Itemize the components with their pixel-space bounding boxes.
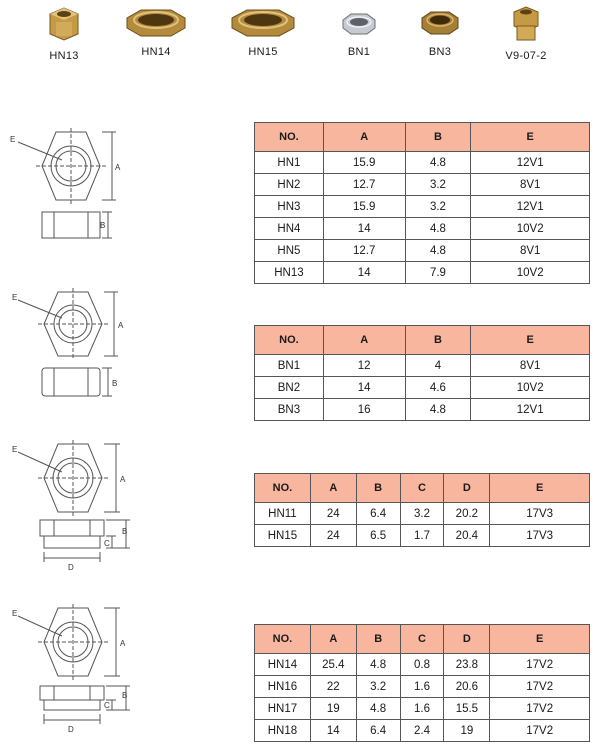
cell-b: 4 [405, 355, 471, 377]
cell-no: HN3 [255, 196, 324, 218]
dim-label-e: E [12, 293, 18, 302]
cell-e: 8V1 [471, 174, 590, 196]
header-d: D [444, 474, 490, 503]
header-no: NO. [255, 625, 311, 654]
cell-no: HN17 [255, 698, 311, 720]
dim-label-e: E [10, 135, 16, 144]
dim-label-a: A [120, 639, 126, 648]
cell-e: 8V1 [471, 355, 590, 377]
table-row [255, 174, 590, 196]
product-hn14 [106, 4, 206, 58]
product-bn3 [390, 4, 490, 58]
cell-e: 17V2 [490, 654, 590, 676]
cell-no: HN14 [255, 654, 311, 676]
product-label: V9-07-2 [505, 50, 547, 62]
spec-table-hn11-hn15 [254, 473, 590, 547]
cell-a: 24 [310, 503, 356, 525]
cell-b: 4.8 [356, 698, 400, 720]
table-row [255, 218, 590, 240]
table-row [255, 196, 590, 218]
dim-label-a: A [115, 163, 121, 172]
table-row [255, 240, 590, 262]
header-b: B [356, 625, 400, 654]
brass-flanged-nut-icon [506, 4, 546, 44]
cell-b: 4.6 [405, 377, 471, 399]
cell-e: 10V2 [471, 262, 590, 284]
cell-a: 12.7 [323, 240, 405, 262]
table-header [255, 326, 590, 355]
header-c: C [400, 625, 444, 654]
table-header [255, 625, 590, 654]
table-header [255, 123, 590, 152]
header-no: NO. [255, 123, 324, 152]
table-row [255, 720, 590, 742]
header-b: B [405, 326, 471, 355]
product-label: HN13 [49, 50, 79, 62]
cell-a: 22 [310, 676, 356, 698]
cell-d: 20.6 [444, 676, 490, 698]
dim-label-b: B [100, 221, 106, 230]
header-e: E [490, 474, 590, 503]
cell-b: 4.8 [405, 218, 471, 240]
header-a: A [310, 474, 356, 503]
dim-label-a: A [118, 321, 124, 330]
spec-table-hn [254, 122, 590, 284]
cell-d: 15.5 [444, 698, 490, 720]
header-e: E [471, 123, 590, 152]
technical-drawing-1 [4, 126, 134, 246]
header-a: A [323, 326, 405, 355]
table-row [255, 676, 590, 698]
cell-b: 4.8 [405, 240, 471, 262]
cell-e: 17V3 [490, 525, 590, 547]
cell-e: 10V2 [471, 218, 590, 240]
table-row [255, 503, 590, 525]
cell-e: 17V2 [490, 698, 590, 720]
cell-b: 4.8 [356, 654, 400, 676]
table-row [255, 152, 590, 174]
cell-b: 3.2 [405, 174, 471, 196]
dim-label-d: D [68, 563, 74, 572]
brass-wide-thin-nut-icon [123, 4, 189, 40]
cell-d: 23.8 [444, 654, 490, 676]
cell-e: 17V2 [490, 676, 590, 698]
technical-drawing-2 [4, 286, 134, 402]
dim-label-d: D [68, 725, 74, 734]
cell-no: BN2 [255, 377, 324, 399]
header-e: E [471, 326, 590, 355]
cell-d: 19 [444, 720, 490, 742]
spec-table-bn [254, 325, 590, 421]
cell-e: 12V1 [471, 152, 590, 174]
table-row [255, 654, 590, 676]
cell-e: 12V1 [471, 399, 590, 421]
cell-b: 3.2 [356, 676, 400, 698]
table-row [255, 355, 590, 377]
cell-a: 14 [310, 720, 356, 742]
product-label: BN1 [347, 46, 371, 58]
hex-nut-flange-drawing-icon [4, 598, 138, 738]
product-v9-07-2 [476, 4, 576, 62]
cell-a: 24 [310, 525, 356, 547]
cell-e: 10V2 [471, 377, 590, 399]
cell-no: HN4 [255, 218, 324, 240]
dim-label-b: B [112, 379, 118, 388]
cell-b: 6.4 [356, 720, 400, 742]
cell-c: 1.7 [400, 525, 444, 547]
cell-no: HN2 [255, 174, 324, 196]
table-row [255, 377, 590, 399]
cell-e: 12V1 [471, 196, 590, 218]
cell-e: 8V1 [471, 240, 590, 262]
header-c: C [400, 474, 444, 503]
cell-b: 6.4 [356, 503, 400, 525]
header-no: NO. [255, 474, 311, 503]
header-no: NO. [255, 326, 324, 355]
brass-wide-thin-nut-icon [228, 4, 298, 40]
product-hn15 [213, 4, 313, 58]
brass-tall-hex-nut-icon [44, 4, 84, 44]
technical-drawing-3 [4, 438, 138, 574]
product-hn13 [14, 4, 114, 62]
cell-no: HN18 [255, 720, 311, 742]
cell-c: 0.8 [400, 654, 444, 676]
cell-b: 4.8 [405, 399, 471, 421]
table-row [255, 399, 590, 421]
header-a: A [310, 625, 356, 654]
cell-no: HN5 [255, 240, 324, 262]
hex-nut-drawing-icon [4, 286, 134, 402]
dim-label-e: E [12, 445, 18, 454]
cell-a: 12 [323, 355, 405, 377]
dim-label-b: B [122, 527, 128, 536]
table-row [255, 698, 590, 720]
brass-small-thin-nut-icon [418, 4, 462, 40]
cell-e: 17V3 [490, 503, 590, 525]
dim-label-b: B [122, 691, 128, 700]
product-row [0, 0, 600, 80]
cell-no: HN13 [255, 262, 324, 284]
cell-b: 7.9 [405, 262, 471, 284]
product-label: BN3 [428, 46, 452, 58]
cell-no: HN11 [255, 503, 311, 525]
cell-a: 15.9 [323, 152, 405, 174]
cell-no: HN16 [255, 676, 311, 698]
cell-c: 3.2 [400, 503, 444, 525]
cell-c: 2.4 [400, 720, 444, 742]
cell-a: 14 [323, 218, 405, 240]
header-b: B [405, 123, 471, 152]
table-header [255, 474, 590, 503]
cell-a: 12.7 [323, 174, 405, 196]
spec-table-hn14-hn18 [254, 624, 590, 742]
cell-no: HN1 [255, 152, 324, 174]
dim-label-e: E [12, 609, 18, 618]
cell-c: 1.6 [400, 698, 444, 720]
header-d: D [444, 625, 490, 654]
cell-b: 4.8 [405, 152, 471, 174]
dim-label-c: C [104, 701, 110, 710]
product-label: HN15 [248, 46, 278, 58]
cell-a: 15.9 [323, 196, 405, 218]
cell-no: BN3 [255, 399, 324, 421]
cell-d: 20.4 [444, 525, 490, 547]
dim-label-a: A [120, 475, 126, 484]
cell-a: 16 [323, 399, 405, 421]
header-b: B [356, 474, 400, 503]
cell-b: 6.5 [356, 525, 400, 547]
cell-a: 14 [323, 262, 405, 284]
cell-e: 17V2 [490, 720, 590, 742]
header-e: E [490, 625, 590, 654]
cell-a: 19 [310, 698, 356, 720]
cell-c: 1.6 [400, 676, 444, 698]
cell-no: BN1 [255, 355, 324, 377]
cell-d: 20.2 [444, 503, 490, 525]
table-row [255, 525, 590, 547]
technical-drawing-4 [4, 598, 138, 738]
hex-nut-flange-drawing-icon [4, 438, 138, 574]
header-a: A [323, 123, 405, 152]
hex-nut-drawing-icon [4, 126, 134, 246]
dim-label-c: C [104, 539, 110, 548]
cell-no: HN15 [255, 525, 311, 547]
silver-hex-nut-icon [339, 4, 379, 40]
product-label: HN14 [141, 46, 171, 58]
cell-a: 25.4 [310, 654, 356, 676]
table-row [255, 262, 590, 284]
cell-a: 14 [323, 377, 405, 399]
cell-b: 3.2 [405, 196, 471, 218]
